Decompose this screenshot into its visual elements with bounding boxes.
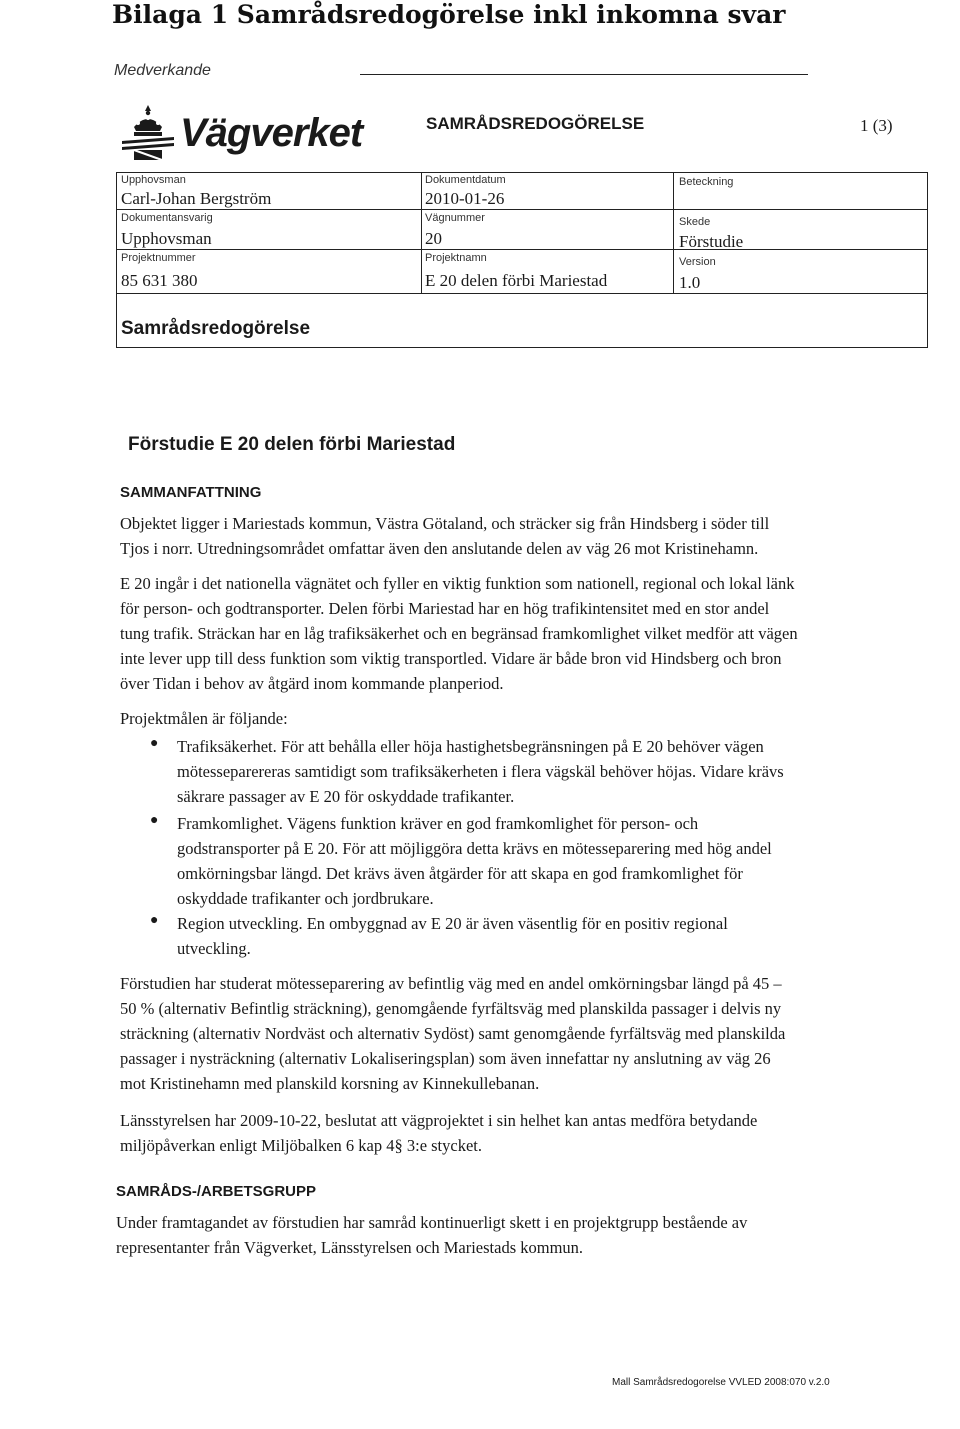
upphovsman-value: Carl-Johan Bergström [121, 189, 272, 208]
text-line: för person- och godtransporter. Delen förbi Mariestad har en hög trafikintensitet med en stor andel [120, 599, 770, 618]
row-divider [117, 293, 927, 294]
text-line: Förstudien har studerat mötesseparering av befintlig väg med en andel omkörningsbar längd på 45 – [120, 974, 782, 993]
paragraph-1 [120, 511, 860, 561]
paragraph-4 [120, 1108, 860, 1158]
text-line: 50 % (alternativ Befintlig sträckning), genomgående fyrfältsväg med planskilda passager i delvis ny [120, 999, 782, 1018]
beteckning-label: Beteckning [679, 176, 734, 188]
logo-wordmark: Vägverket [180, 111, 363, 155]
group-heading: SAMRÅDS-/ARBETSGRUPP [116, 1183, 317, 1200]
version-value: 1.0 [679, 273, 701, 292]
template-footer: Mall Samrådsredogorelse VVLED 2008:070 v.2.0 [612, 1377, 830, 1388]
bullet-icon: ● [150, 813, 159, 828]
vagnummer-value: 20 [425, 229, 442, 248]
version-label: Version [679, 256, 716, 268]
dokumentansvarig-label: Dokumentansvarig [121, 212, 213, 224]
row-divider [117, 249, 927, 250]
skede-value: Förstudie [679, 232, 744, 251]
metadata-table [116, 172, 928, 348]
text-line: Objektet ligger i Mariestads kommun, Västra Götaland, och sträcker sig från Hindsberg i söder till [120, 514, 770, 533]
text-line: tung trafik. Sträckan har en låg trafiksäkerhet och en begränsad framkomlighet vilket medför att vägen [120, 624, 798, 643]
text-line: omkörningsbar längd. Det krävs även åtgärder för att skapa en god framkomlighet för [177, 864, 743, 883]
paragraph-5 [116, 1210, 856, 1260]
text-line: mötesseparereras samtidigt som trafiksäkerheten i flera vägskäl behöver höjas. Vidare krävs [177, 762, 784, 781]
page-title: Bilaga 1 Samrådsredogörelse inkl inkomna svar [112, 0, 786, 29]
dokumentansvarig-value: Upphovsman [121, 229, 212, 248]
text-line: representanter från Vägverket, Länsstyrelsen och Mariestads kommun. [116, 1238, 584, 1257]
dokumentdatum-label: Dokumentdatum [425, 174, 506, 186]
medverkande-line [360, 74, 808, 75]
text-line: mot Kristinehamn med planskild korsning av Kinnekullebanan. [120, 1074, 540, 1093]
text-line: Tjos i norr. Utredningsområdet omfattar även den anslutande delen av väg 26 mot Kristinehamn. [120, 539, 759, 558]
paragraph-3 [120, 971, 860, 1096]
box-heading: Samrådsredogörelse [121, 318, 311, 339]
bullet-item [177, 811, 857, 911]
text-line: Trafiksäkerhet. För att behålla eller höja hastighetsbegränsningen på E 20 behöver vägen [177, 737, 764, 756]
page-number: 1 (3) [860, 116, 893, 135]
text-line: säkrare passager av E 20 för oskyddade trafikanter. [177, 787, 515, 806]
vagverket-logo [120, 103, 365, 161]
bullet-icon: ● [150, 736, 159, 751]
dokumentdatum-value: 2010-01-26 [425, 189, 505, 208]
column-divider [421, 173, 422, 293]
text-line: Region utveckling. En ombyggnad av E 20 är även väsentlig för en positiv regional [177, 914, 728, 933]
projektnamn-label: Projektnamn [425, 252, 487, 264]
summary-heading: SAMMANFATTNING [120, 484, 262, 501]
upphovsman-label: Upphovsman [121, 174, 186, 186]
row-divider [117, 209, 927, 210]
text-line: miljöpåverkan enligt Miljöbalken 6 kap 4§ 3:e stycket. [120, 1136, 483, 1155]
text-line: Framkomlighet. Vägens funktion kräver en god framkomlighet för person- och [177, 814, 699, 833]
document-heading: Förstudie E 20 delen förbi Mariestad [128, 434, 456, 455]
text-line: inte lever upp till dess funktion som viktig transportled. Vidare är både bron vid Hindsberg och bron [120, 649, 782, 668]
text-line: Under framtagandet av förstudien har samråd kontinuerligt skett i en projektgrupp bestående av [116, 1213, 748, 1232]
text-line: passager i nysträckning (alternativ Lokaliseringsplan) som även innefattar ny anslutning av väg 26 [120, 1049, 771, 1068]
bullet-item [177, 911, 857, 961]
crown-icon [120, 103, 176, 161]
skede-label: Skede [679, 216, 711, 228]
goals-intro: Projektmålen är följande: [120, 709, 288, 728]
text-line: Länsstyrelsen har 2009-10-22, beslutat att vägprojektet i sin helhet kan antas medföra betydande [120, 1111, 758, 1130]
bullet-item [177, 734, 857, 809]
text-line: godstransporter på E 20. För att möjliggöra detta krävs en mötesseparering med hög andel [177, 839, 772, 858]
paragraph-2 [120, 571, 860, 696]
text-line: sträckning (alternativ Nordväst och alternativ Sydöst) samt genomgående fyrfältsväg med planskilda [120, 1024, 786, 1043]
text-line: E 20 ingår i det nationella vägnätet och fyller en viktig funktion som nationell, regional och lokal länk [120, 574, 795, 593]
vagnummer-label: Vägnummer [425, 212, 485, 224]
column-divider [673, 173, 674, 293]
projektnummer-value: 85 631 380 [121, 271, 198, 290]
text-line: utveckling. [177, 939, 251, 958]
text-line: över Tidan i behov av åtgärd inom kommande planperiod. [120, 674, 504, 693]
projektnamn-value: E 20 delen förbi Mariestad [425, 271, 608, 290]
projektnummer-label: Projektnummer [121, 252, 196, 264]
document-type: SAMRÅDSREDOGÖRELSE [426, 114, 645, 133]
medverkande-label: Medverkande [114, 62, 211, 79]
bullet-icon: ● [150, 913, 159, 928]
text-line: oskyddade trafikanter och jordbrukare. [177, 889, 434, 908]
